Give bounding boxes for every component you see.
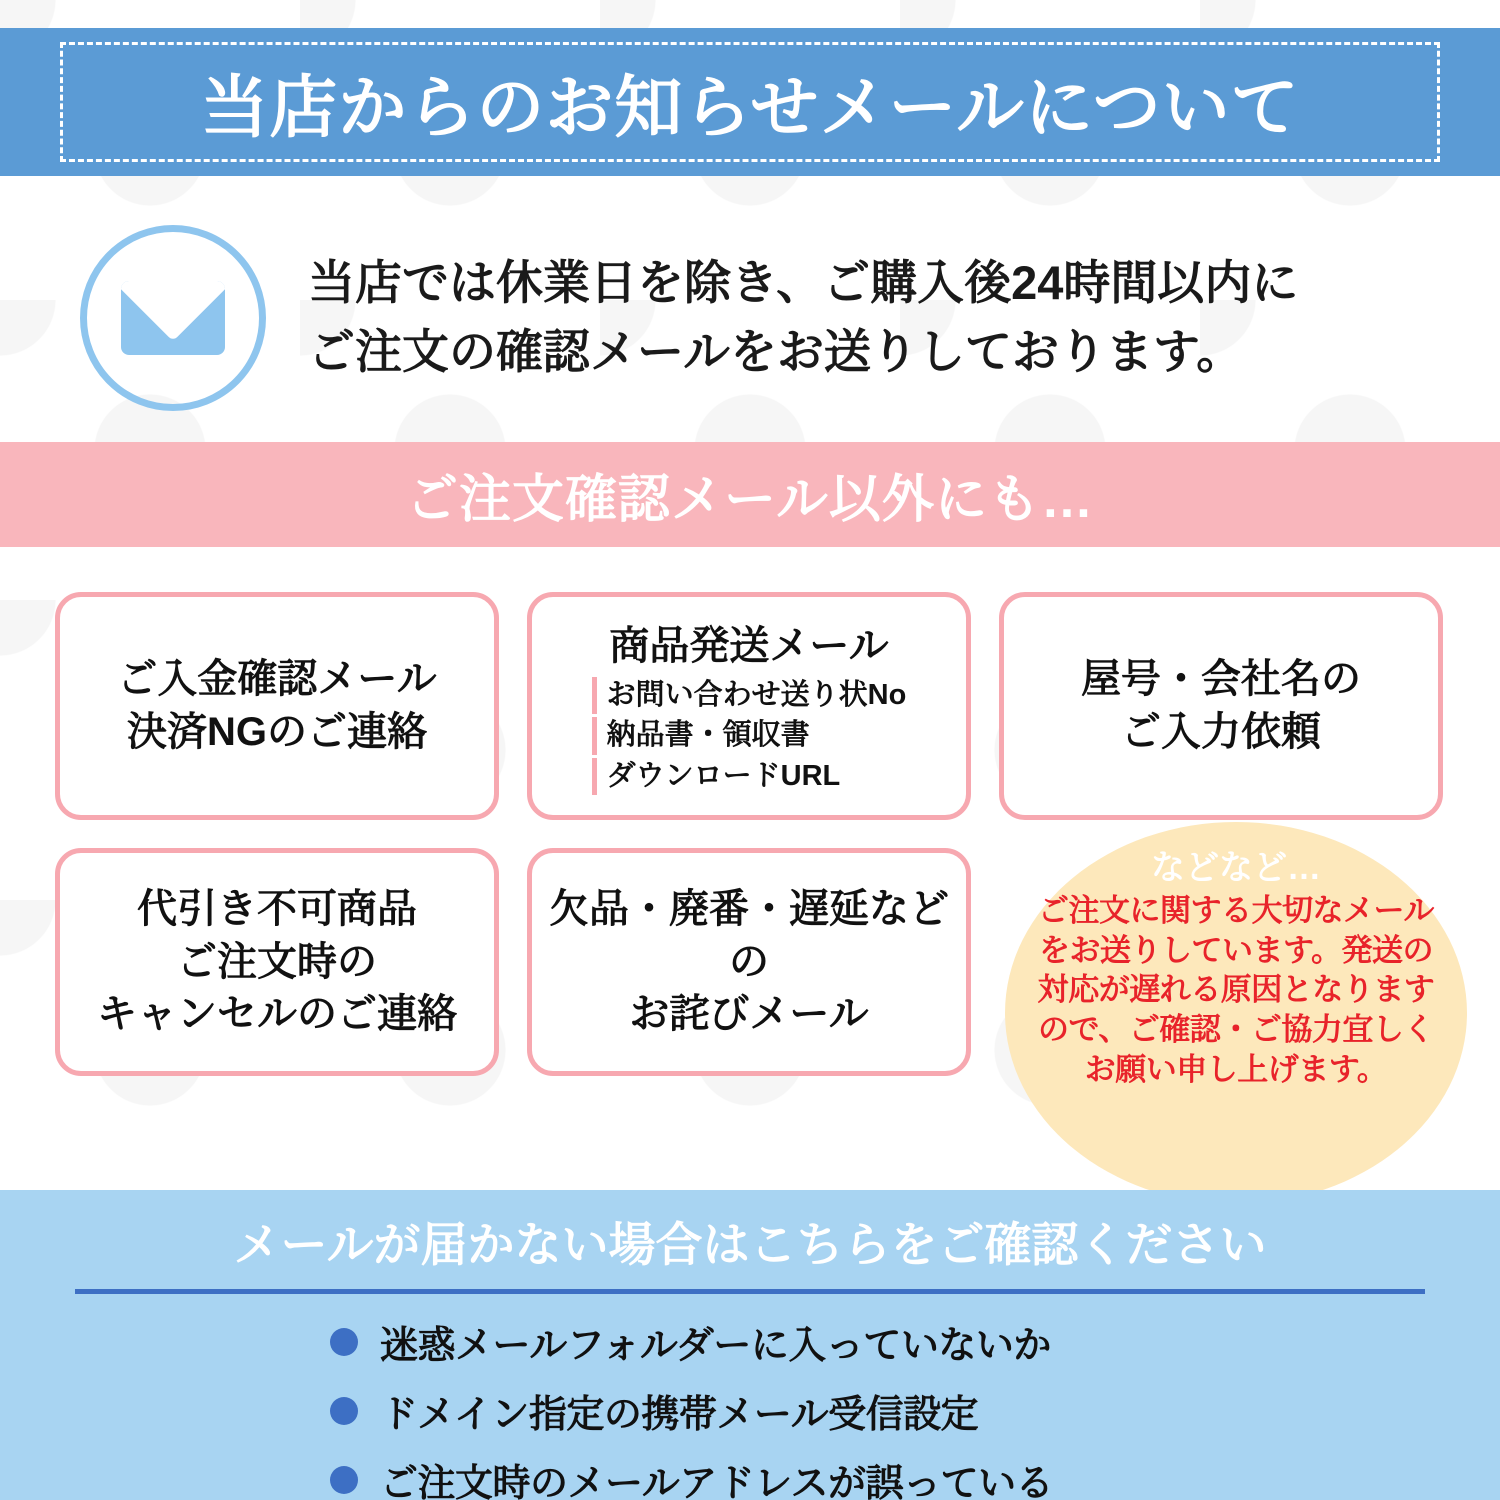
card-line: 代引き不可商品 — [137, 886, 417, 931]
page-title: 当店からのお知らせメールについて — [200, 69, 1300, 146]
intro-line-2: ご注文の確認メールをお送りしております。 — [308, 324, 1244, 378]
note-callout — [1005, 822, 1467, 1204]
list-item-label: 迷惑メールフォルダーに入っていないか — [380, 1325, 1051, 1367]
bullet-dot-icon — [330, 1397, 358, 1425]
card-line: キャンセルのご連絡 — [97, 992, 457, 1037]
bullet-dot-icon — [330, 1328, 358, 1356]
list-item — [330, 1314, 1500, 1369]
card-payment-confirmation — [55, 592, 499, 820]
intro-section — [0, 200, 1500, 435]
card-company-name-request — [999, 592, 1443, 820]
section-title: ご注文確認メール以外にも… — [406, 471, 1094, 529]
card-apology-mail — [527, 848, 971, 1076]
card-line: 決済NGのご連絡 — [127, 710, 427, 754]
list-item-label: ドメイン指定の携帯メール受信設定 — [380, 1394, 979, 1436]
list-item — [330, 1452, 1500, 1500]
card-line: 屋号・会社名の — [1081, 657, 1361, 702]
section-band — [0, 442, 1500, 547]
card-row-1 — [55, 592, 1445, 820]
mail-envelope-icon — [80, 225, 266, 411]
card-heading: 商品発送メール — [609, 624, 889, 669]
card-line: ご入力依頼 — [1121, 710, 1321, 754]
bottom-checklist — [0, 1314, 1500, 1500]
card-line: ご入金確認メール — [117, 657, 437, 702]
list-item — [330, 1383, 1500, 1438]
card-subitem: 納品書・領収書 — [592, 717, 907, 754]
card-sublist — [592, 677, 907, 797]
card-subitem: ダウンロードURL — [592, 758, 907, 795]
note-title: などなど… — [1151, 849, 1321, 887]
card-line: ご注文時の — [177, 939, 377, 984]
card-shipping-notice — [527, 592, 971, 820]
list-item-label: ご注文時のメールアドレスが誤っている — [380, 1463, 1054, 1500]
note-body: ご注文に関する大切なメールをお送りしています。発送の対応が遅れる原因となりますので、ご確認・ご協力宜しくお願い申し上げます。 — [1037, 893, 1435, 1087]
header-dashed-frame — [60, 42, 1440, 162]
card-line: 欠品・廃番・遅延などの — [549, 886, 949, 984]
header-band — [0, 28, 1500, 176]
card-subitem: お問い合わせ送り状No — [592, 677, 907, 714]
envelope-glyph — [121, 281, 225, 355]
bullet-dot-icon — [330, 1466, 358, 1494]
intro-text — [308, 249, 1298, 385]
bottom-title: メールが届かない場合はこちらをご確認ください — [233, 1218, 1267, 1271]
card-line: お詫びメール — [629, 992, 869, 1037]
card-cod-unavailable — [55, 848, 499, 1076]
bottom-panel — [0, 1190, 1500, 1500]
intro-line-1: 当店では休業日を除き、ご購入後24時間以内に — [308, 256, 1299, 310]
divider — [75, 1289, 1425, 1294]
